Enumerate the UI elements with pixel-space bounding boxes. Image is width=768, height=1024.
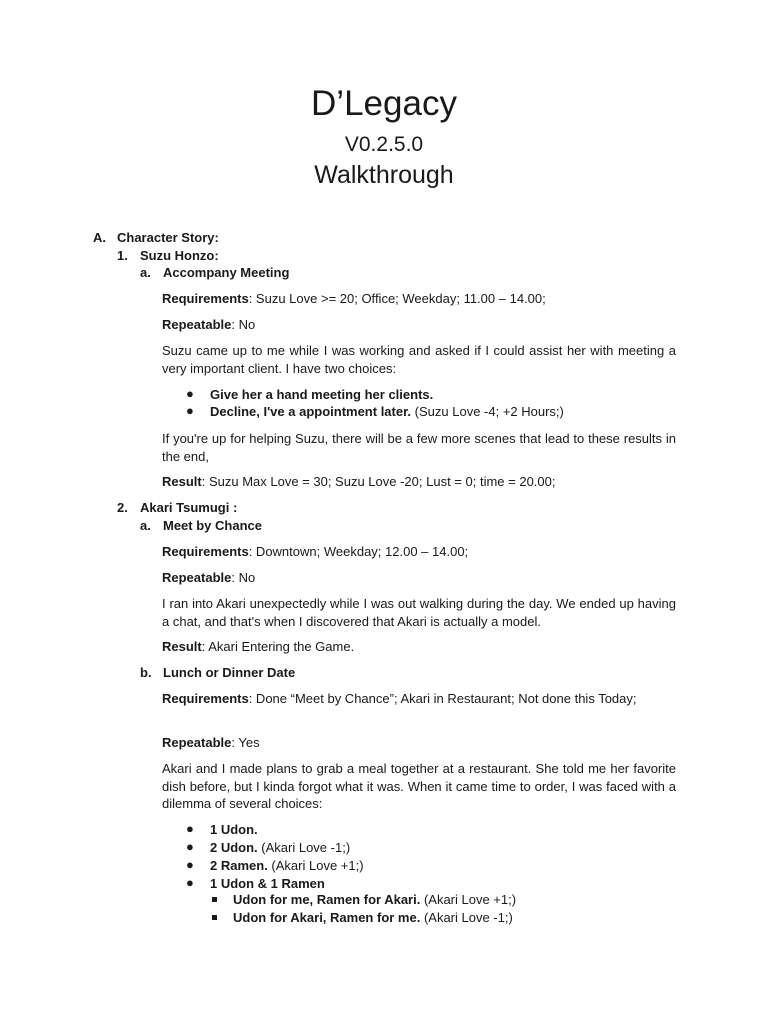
event-2b-choice-3 bbox=[210, 857, 364, 874]
event-1a-result bbox=[162, 473, 555, 490]
result-value: : Suzu Max Love = 30; Suzu Love -20; Lust = 0; time = 20.00; bbox=[201, 474, 556, 489]
event-2b-repeatable bbox=[162, 734, 260, 751]
character-2-name: Akari Tsumugi : bbox=[140, 500, 238, 515]
event-2a-requirements bbox=[162, 543, 468, 560]
square-bullet bbox=[212, 915, 217, 920]
character-2-marker: 2. bbox=[117, 500, 128, 515]
event-2b-choice-1 bbox=[210, 821, 258, 838]
choice-text: 2 Udon. bbox=[210, 840, 258, 855]
square-bullet bbox=[212, 897, 217, 902]
event-2a-title: Meet by Chance bbox=[163, 518, 262, 533]
document-title: D’Legacy bbox=[311, 84, 457, 123]
event-2b-choice-2 bbox=[210, 839, 350, 856]
event-2b-marker: b. bbox=[140, 665, 152, 680]
section-a-heading: Character Story: bbox=[117, 230, 219, 245]
event-1a-description: Suzu came up to me while I was working and asked if I could assist her with meeting a very important client. I have two choices: bbox=[162, 343, 676, 376]
document-version: V0.2.5.0 bbox=[344, 133, 424, 156]
event-1a-repeatable bbox=[162, 316, 255, 333]
event-2a-repeatable bbox=[162, 569, 255, 586]
repeatable-label: Repeatable bbox=[162, 570, 232, 585]
requirements-value: : Downtown; Weekday; 12.00 – 14.00; bbox=[248, 544, 469, 559]
bullet-dot: ● bbox=[186, 857, 194, 872]
event-2a-marker: a. bbox=[140, 518, 151, 533]
character-1-marker: 1. bbox=[117, 248, 128, 263]
section-a-marker: A. bbox=[93, 230, 106, 245]
result-label: Result bbox=[162, 474, 202, 489]
event-2b-description: Akari and I made plans to grab a meal together at a restaurant. She told me her favorite dish before, but I kinda forgot what it was. When it came time to order, I was faced with a dilemma of several choices: bbox=[162, 761, 676, 811]
result-value: : Akari Entering the Game. bbox=[201, 639, 355, 654]
repeatable-value: : No bbox=[231, 317, 256, 332]
repeatable-value: : No bbox=[231, 570, 256, 585]
bullet-dot: ● bbox=[186, 875, 194, 890]
event-2b-choice-4 bbox=[210, 875, 325, 892]
result-label: Result bbox=[162, 639, 202, 654]
event-2a-description: I ran into Akari unexpectedly while I was out walking during the day. We ended up having a chat, and that's when I discovered that Akari is actually a model. bbox=[162, 596, 676, 629]
repeatable-label: Repeatable bbox=[162, 317, 232, 332]
choice-text: Decline, I've a appointment later. bbox=[210, 404, 412, 419]
event-1a-requirements bbox=[162, 290, 546, 307]
event-2b-subchoice-1 bbox=[233, 891, 516, 908]
choice-text: Give her a hand meeting her clients. bbox=[210, 387, 434, 402]
choice-effect: (Akari Love +1;) bbox=[420, 892, 517, 907]
choice-effect: (Akari Love -1;) bbox=[420, 910, 513, 925]
bullet-dot: ● bbox=[186, 403, 194, 418]
repeatable-value: : Yes bbox=[231, 735, 260, 750]
choice-text: Udon for me, Ramen for Akari. bbox=[233, 892, 421, 907]
character-1-name: Suzu Honzo: bbox=[140, 248, 219, 263]
choice-effect: (Akari Love +1;) bbox=[267, 858, 364, 873]
choice-effect: (Akari Love -1;) bbox=[257, 840, 351, 855]
choice-text: Udon for Akari, Ramen for me. bbox=[233, 910, 421, 925]
choice-effect: (Suzu Love -4; +2 Hours;) bbox=[411, 404, 564, 419]
requirements-label: Requirements bbox=[162, 691, 249, 706]
event-1a-after-text: If you're up for helping Suzu, there will be a few more scenes that lead to these results in the end, bbox=[162, 431, 676, 464]
choice-text: 1 Udon. bbox=[210, 822, 258, 837]
document-subtitle: Walkthrough bbox=[314, 161, 454, 189]
requirements-label: Requirements bbox=[162, 291, 249, 306]
repeatable-label: Repeatable bbox=[162, 735, 232, 750]
event-1a-title: Accompany Meeting bbox=[163, 265, 290, 280]
choice-text: 2 Ramen. bbox=[210, 858, 268, 873]
event-2b-title: Lunch or Dinner Date bbox=[163, 665, 296, 680]
requirements-label: Requirements bbox=[162, 544, 249, 559]
bullet-dot: ● bbox=[186, 839, 194, 854]
bullet-dot: ● bbox=[186, 386, 194, 401]
event-2b-subchoice-2 bbox=[233, 909, 513, 926]
event-1a-marker: a. bbox=[140, 265, 151, 280]
event-1a-choice-1 bbox=[210, 386, 433, 403]
event-2a-result bbox=[162, 638, 354, 655]
choice-text: 1 Udon & 1 Ramen bbox=[210, 876, 325, 891]
event-1a-choice-2 bbox=[210, 403, 564, 420]
requirements-value: : Done “Meet by Chance”; Akari in Restaurant; Not done this Today; bbox=[248, 691, 637, 706]
event-2b-requirements bbox=[162, 690, 652, 708]
requirements-value: : Suzu Love >= 20; Office; Weekday; 11.00 – 14.00; bbox=[248, 291, 546, 306]
bullet-dot: ● bbox=[186, 821, 194, 836]
